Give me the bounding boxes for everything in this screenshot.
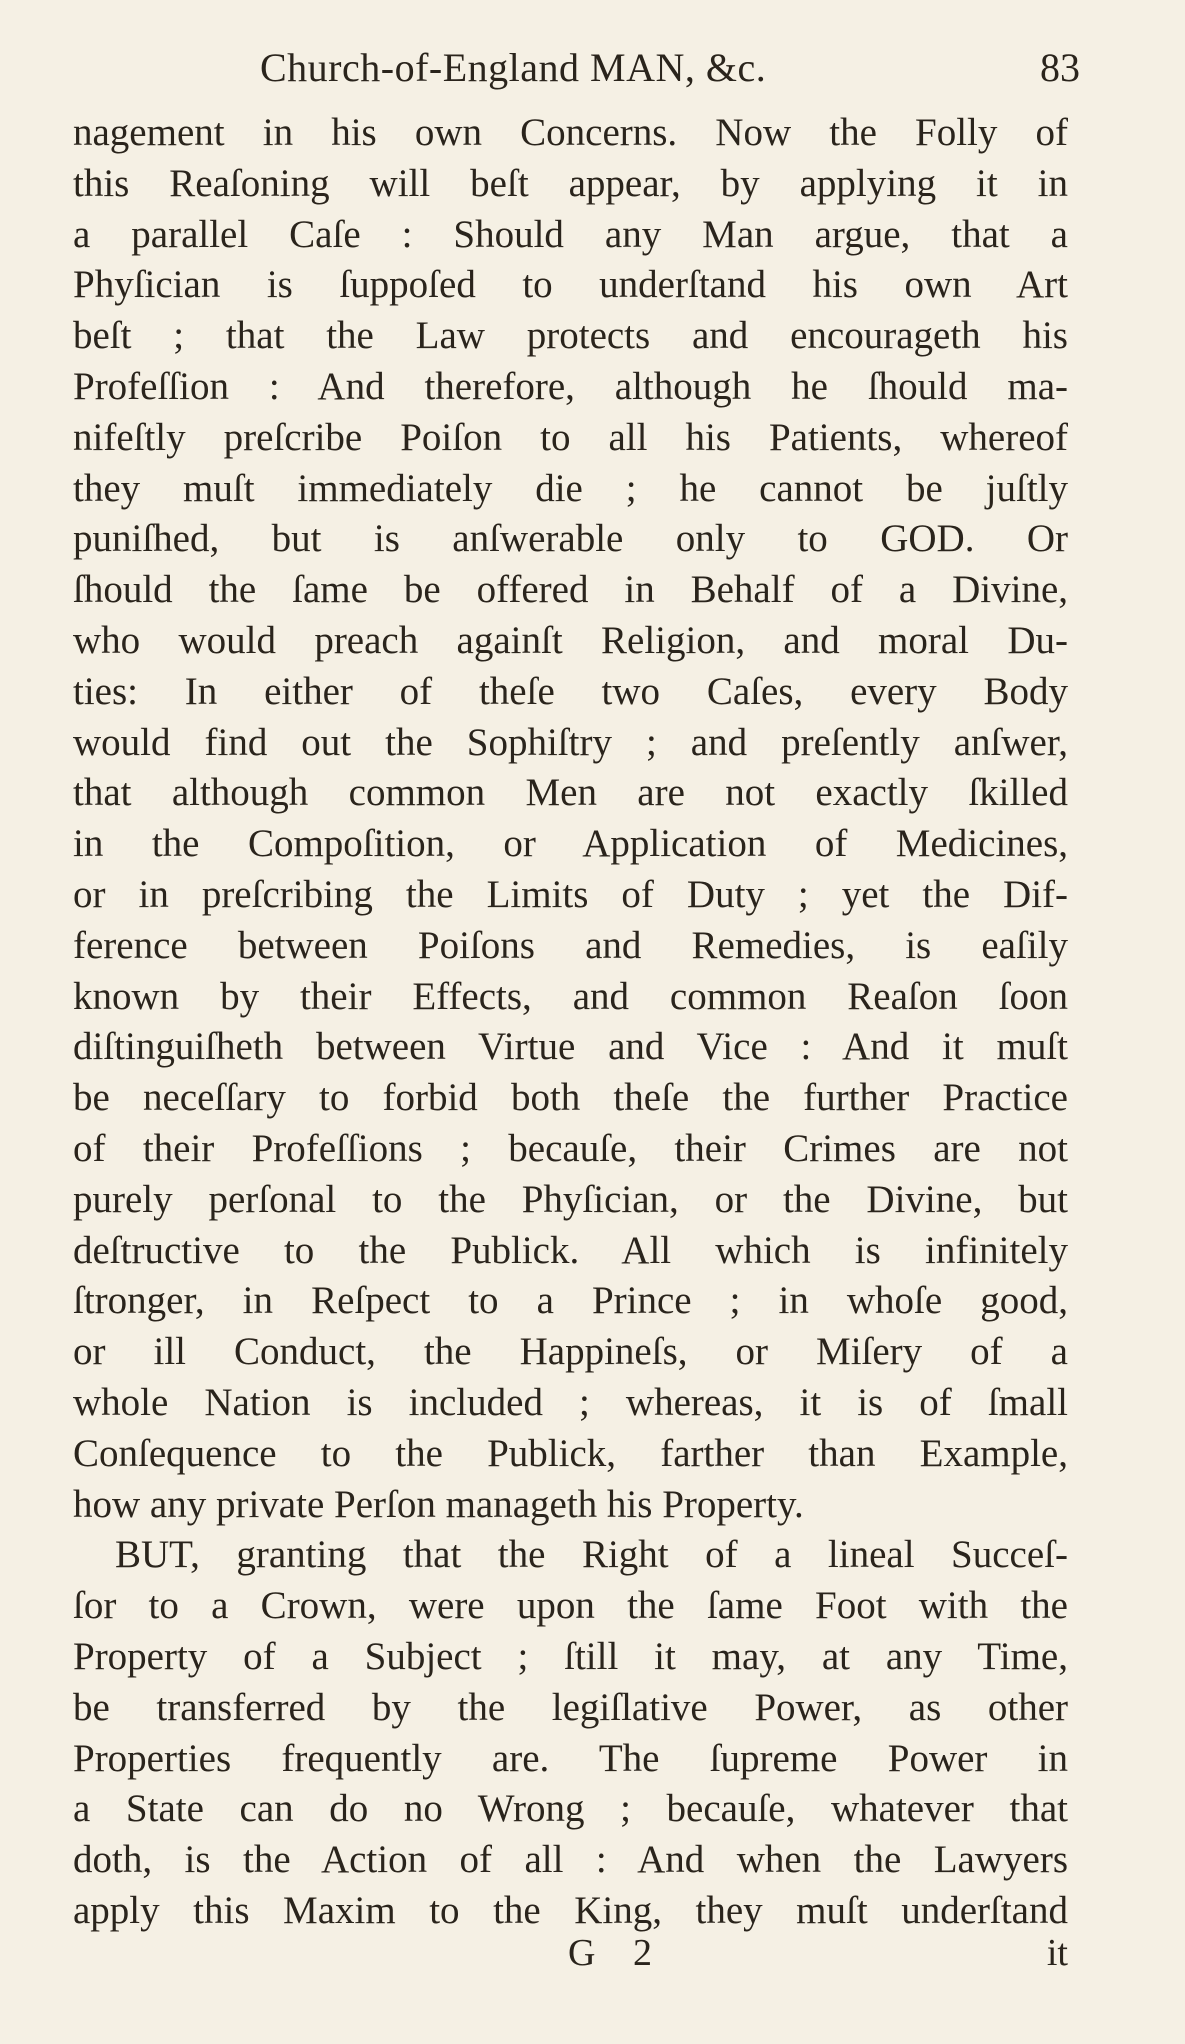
text-line: of their Profeſſions ; becauſe, their Crimes are not <box>73 1126 1068 1170</box>
catchword: it <box>1046 1932 1068 1974</box>
text-line: in the Compoſition, or Application of Medicines, <box>73 822 1068 866</box>
text-line: Conſequence to the Publick, farther than Example, <box>73 1431 1068 1475</box>
text-line: deſtructive to the Publick. All which is infinitely <box>73 1228 1068 1272</box>
page-number: 83 <box>1040 45 1080 90</box>
text-line: Property of a Subject ; ſtill it may, at any Time, <box>73 1634 1068 1678</box>
text-line: doth, is the Action of all : And when the Lawyers <box>73 1838 1068 1882</box>
running-head-title: Church-of-England MAN, &c. <box>260 45 767 90</box>
text-line: they muſt immediately die ; he cannot be juſtly <box>73 466 1068 510</box>
body-text <box>73 108 1068 1937</box>
text-line: ſor to a Crown, were upon the ſame Foot with the <box>73 1584 1068 1628</box>
text-line-paragraph-start: BUT, granting that the Right of a lineal Succeſ- <box>115 1533 1068 1577</box>
text-line: who would preach againſt Religion, and moral Du- <box>73 618 1068 662</box>
running-head <box>260 38 1080 98</box>
text-line: Profeſſion : And therefore, although he ſhould ma- <box>73 364 1068 408</box>
text-line: would find out the Sophiſtry ; and preſently anſwer, <box>73 720 1068 764</box>
text-line-paragraph-end: how any private Perſon manageth his Property. <box>73 1482 804 1526</box>
page-footer <box>0 1928 1185 1978</box>
text-line: purely perſonal to the Phyſician, or the Divine, but <box>73 1177 1068 1221</box>
text-line: beſt ; that the Law protects and encourageth his <box>73 314 1068 358</box>
text-line: this Reaſoning will beſt appear, by applying it in <box>73 161 1068 205</box>
text-line: nifeſtly preſcribe Poiſon to all his Patients, whereof <box>73 415 1068 459</box>
text-line: ference between Poiſons and Remedies, is eaſily <box>73 923 1068 967</box>
text-line: apply this Maxim to the King, they muſt underſtand <box>73 1888 1068 1932</box>
text-line: be transferred by the legiſlative Power, as other <box>73 1685 1068 1729</box>
text-line: ties: In either of theſe two Caſes, every Body <box>73 669 1068 713</box>
text-line: ſhould the ſame be offered in Behalf of a Divine, <box>73 568 1068 612</box>
text-line: Properties frequently are. The ſupreme Power in <box>73 1736 1068 1780</box>
text-line: nagement in his own Concerns. Now the Folly of <box>73 111 1068 154</box>
text-line: puniſhed, but is anſwerable only to GOD. Or <box>73 517 1068 561</box>
text-line: Phyſician is ſuppoſed to underſtand his own Art <box>73 263 1068 307</box>
signature-mark: G 2 <box>568 1932 666 1974</box>
text-line: or ill Conduct, the Happineſs, or Miſery of a <box>73 1330 1068 1374</box>
text-line: ſtronger, in Reſpect to a Prince ; in whoſe good, <box>73 1279 1068 1323</box>
text-line: that although common Men are not exactly ſkilled <box>73 771 1068 815</box>
text-line: or in preſcribing the Limits of Duty ; yet the Dif- <box>73 872 1068 916</box>
text-line: a parallel Caſe : Should any Man argue, that a <box>73 212 1068 256</box>
text-line: a State can do no Wrong ; becauſe, whatever that <box>73 1787 1068 1831</box>
text-line: be neceſſary to forbid both theſe the further Practice <box>73 1076 1068 1120</box>
text-line: whole Nation is included ; whereas, it is of ſmall <box>73 1380 1068 1424</box>
text-line: diſtinguiſheth between Virtue and Vice : And it muſt <box>73 1025 1068 1069</box>
text-line: known by their Effects, and common Reaſon ſoon <box>73 974 1068 1018</box>
